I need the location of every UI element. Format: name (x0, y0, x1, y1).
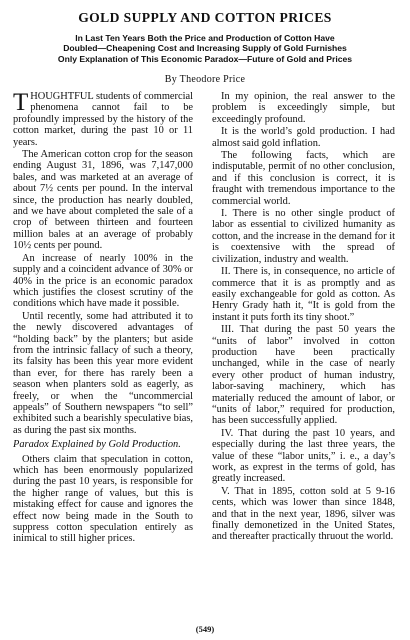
subtitle-line: In Last Ten Years Both the Price and Production of Cotton Have (75, 33, 335, 43)
paragraph: I. There is no other single product of labor as essential to civilized humanity as cotton, and the increase in the demand for it is coextensive with the spread of civilization, industry and wealth. (212, 208, 395, 265)
paragraph: In my opinion, the real answer to the problem is exceedingly simple, but exceedingly profound. (212, 91, 395, 125)
article-title: GOLD SUPPLY AND COTTON PRICES (78, 10, 332, 25)
subtitle-line: Doubled—Cheapening Cost and Increasing Supply of Gold Furnishes (63, 43, 347, 54)
paragraph: Others claim that speculation in cotton, which has been enormously popularized during the past 10 years, is responsible for the higher range of values, but this is mistaking effect for cause and ignores the effect now being made in the South to suppress cotton speculation entirely as inimical to still higher prices. (13, 453, 193, 545)
paragraph: It is the world’s gold production. I had almost said gold inflation. (212, 126, 395, 149)
paragraph: V. That in 1895, cotton sold at 5 9-16 cents, which was lower than since 1848, and that in the next year, 1896, silver was finally demonetized in the United States, and thereafter practically thruout the world. (212, 485, 395, 543)
right-column (212, 91, 395, 544)
paragraph: The following facts, which are indisputable, permit of no other conclusion, and if this conclusion is correct, it is fraught with tremendous importance to the commercial world. (212, 150, 395, 207)
paragraph-text: HOUGHTFUL students of commercial phenomena cannot fail to be profoundly impressed by the history of the cotton market, during the past 10 or 11 years. (13, 91, 193, 148)
paragraph: Until recently, some had attributed it to the newly discovered advantages of “holding back” by the planters; but aside from the intrinsic fallacy of such a theory, its falsity has been this year more evident than ever, for there has rarely been a season when planters sold as eagerly, as freely, or when the “uncommercial appeals” of Southern newspapers “to sell” exhibited such a bearishly speculative bias, as during the past six months. (13, 310, 193, 436)
paragraph: III. That during the past 50 years the “units of labor” involved in cotton production have been practically unchanged, while in the case of nearly every other product of human industry, labor-saving machinery, which has materially reduced the amount of labor, or “units of labor,” required for production, has been successfully applied. (212, 324, 395, 427)
paragraph: An increase of nearly 100% in the supply and a coincident advance of 30% or 40% in the price is an economic paradox which justifies the closest scrutiny of the conditions which have made it possible. (13, 252, 193, 310)
paragraph: II. There is, in consequence, no article of commerce that it is as promptly and as easily exchangeable for gold as cotton. As Henry Grady hath it, “It is gold from the instant it puts forth its tiny shoot.” (212, 266, 395, 323)
paragraph: The American cotton crop for the season ending August 31, 1896, was 7,147,000 bales, and was marketed at an average of about 7½ cents per pound. In the interval since, the production has nearly doubled, and we have about completed the sale of a crop of between thirteen and fourteen million bales at an average of probably 10½ cents per pound. (13, 149, 193, 252)
author-byline: By Theodore Price (164, 74, 246, 85)
drop-cap: T (13, 89, 29, 116)
left-column (13, 91, 193, 546)
page-number: (549) (195, 624, 215, 634)
paragraph: IV. That during the past 10 years, and especially during the last three years, the value of these “labor units,” i. e., a day’s work, as exprest in the terms of gold, has greatly increased. (212, 427, 395, 485)
section-heading: Paradox Explained by Gold Production. (13, 439, 181, 451)
article-subtitle (40, 33, 370, 64)
paragraph (13, 91, 193, 148)
subtitle-line: Only Explanation of This Economic Paradox—Future of Gold and Prices (57, 53, 353, 64)
